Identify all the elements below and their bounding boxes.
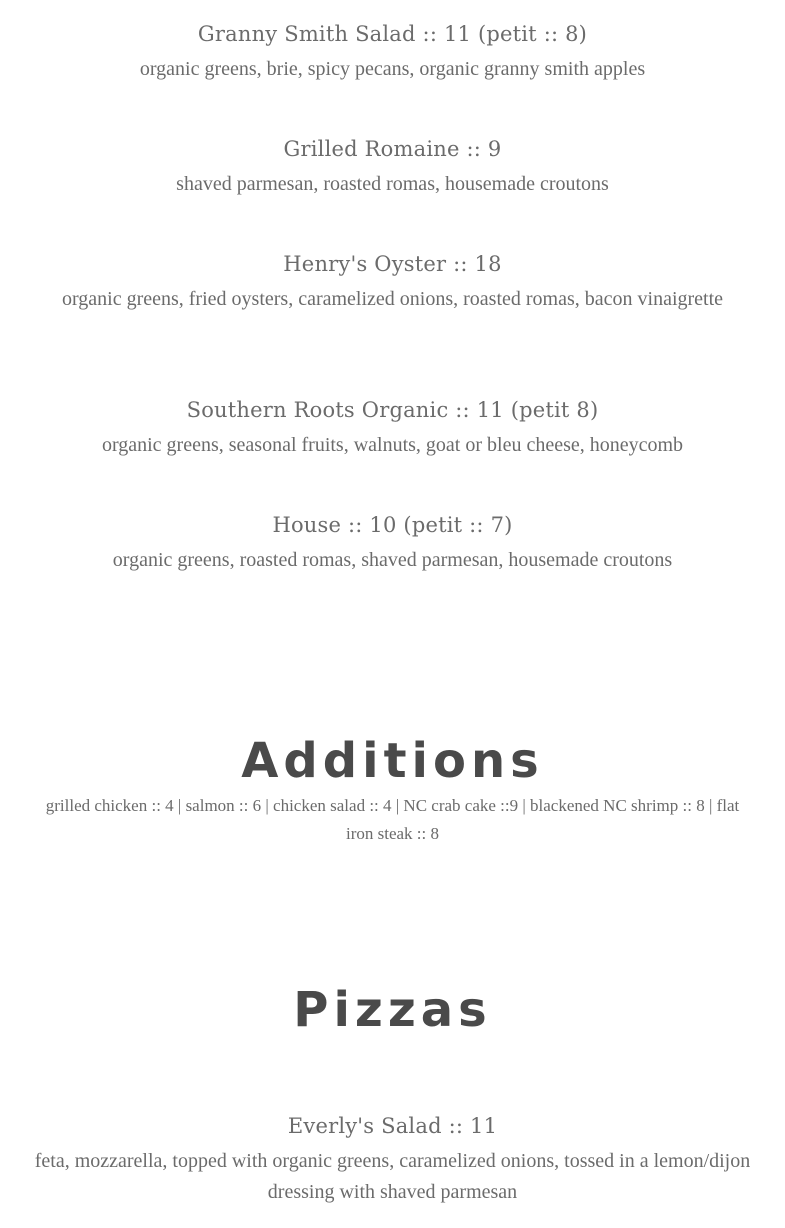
menu-item-title: Southern Roots Organic :: 11 (petit 8)	[186, 398, 599, 422]
menu-item-description: organic greens, fried oysters, caramelized onions, roasted romas, bacon vinaigrette	[61, 288, 724, 310]
menu-item-title: Granny Smith Salad :: 11 (petit :: 8)	[197, 22, 588, 46]
menu-item-house	[0, 511, 785, 576]
menu-item-description: shaved parmesan, roasted romas, housemade croutons	[176, 173, 609, 195]
pizzas-heading: Pizzas	[293, 982, 492, 1038]
menu-item-description: organic greens, brie, spicy pecans, organic granny smith apples	[139, 58, 646, 80]
menu-item-southern-roots-organic	[0, 396, 785, 461]
menu-item-henrys-oyster	[0, 250, 785, 315]
menu-item-title: Henry's Oyster :: 18	[283, 252, 502, 276]
menu-item-everlys-salad	[0, 1112, 785, 1208]
menu-item-granny-smith-salad	[0, 20, 785, 85]
additions-heading: Additions	[241, 733, 544, 789]
menu-item-description: feta, mozzarella, topped with organic greens, caramelized onions, tossed in a lemon/dijon dressing with shaved parmesan	[34, 1150, 751, 1203]
menu-item-title: Everly's Salad :: 11	[287, 1114, 498, 1138]
menu-item-title: Grilled Romaine :: 9	[283, 137, 502, 161]
menu-item-grilled-romaine	[0, 135, 785, 200]
additions-list: grilled chicken :: 4 | salmon :: 6 | chicken salad :: 4 | NC crab cake ::9 | blackened NC shrimp :: 8 | flat iron steak :: 8	[45, 796, 740, 843]
menu-item-title: House :: 10 (petit :: 7)	[272, 513, 513, 537]
menu-item-description: organic greens, seasonal fruits, walnuts, goat or bleu cheese, honeycomb	[101, 434, 684, 456]
menu-item-description: organic greens, roasted romas, shaved parmesan, housemade croutons	[112, 549, 673, 571]
